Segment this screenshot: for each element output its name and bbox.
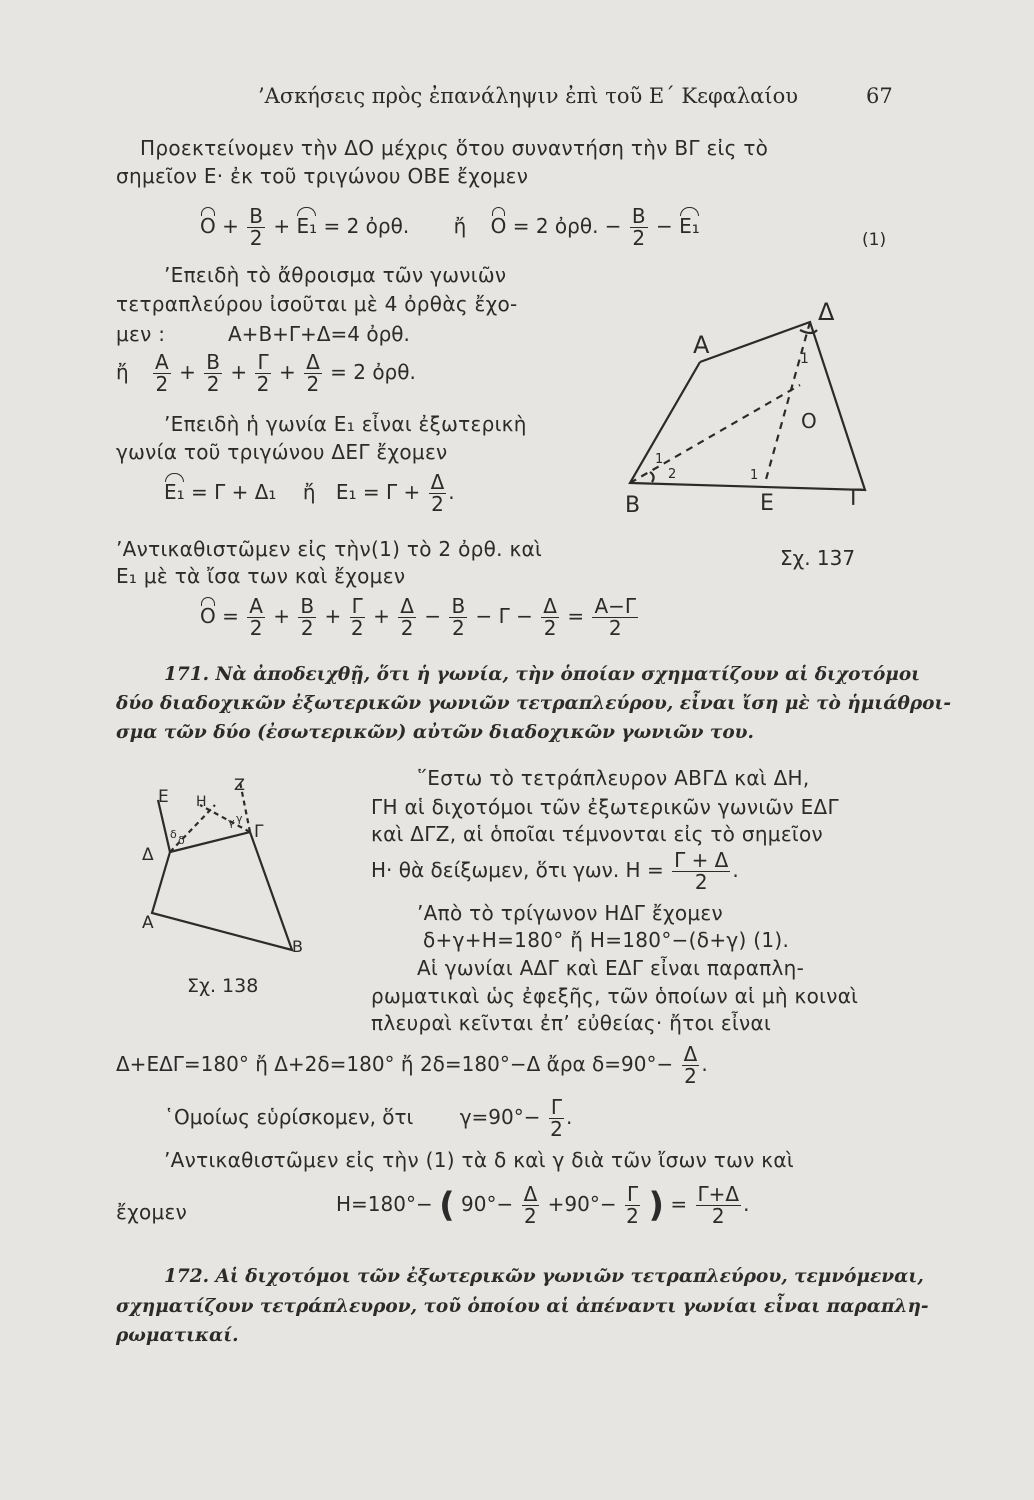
label-2-b: 2 (668, 467, 677, 482)
fraction (304, 352, 322, 395)
fraction (350, 596, 365, 639)
section2-p2: ΓΗ αἱ διχοτόμοι τῶν ἐξωτερικῶν γωνιῶν ΕΔΓ (371, 795, 839, 819)
fraction (522, 1184, 540, 1227)
label-gamma-1: γ (228, 816, 235, 829)
numerator: Δ (543, 594, 557, 618)
section2-p3: καὶ ΔΓΖ, αἱ ὁποῖαι τέμνονται εἰς τὸ σημεῖον (371, 822, 824, 846)
figure-137 (600, 290, 900, 570)
denominator: 2 (155, 372, 169, 396)
fraction (592, 596, 638, 639)
angle-e1: Ε₁ (296, 214, 318, 238)
intro-line-1: Προεκτείνομεν τὴν ΔΟ μέχρις ὅτου συναντήση τὴν ΒΓ εἰς τὸ (140, 136, 769, 160)
problem-171-line-1: 171. Νὰ ἀποδειχθῇ, ὅτι ἡ γωνία, τὴν ὁποίαν σχηματίζουν αἱ διχοτόμοι (164, 664, 921, 685)
section2-p6: δ+γ+Η=180° ἤ Η=180°−(δ+γ) (1). (423, 928, 790, 952)
period: . (732, 858, 739, 882)
label-delta-1: δ (170, 828, 177, 841)
numerator: Γ (626, 1182, 639, 1206)
equation-text: Δ+ΕΔΓ=180° ἤ Δ+2δ=180° ἤ 2δ=180°−Δ ἄρα δ=90°− (116, 1052, 674, 1076)
equation-exterior (164, 472, 455, 515)
section2-p1: ῞Εστω τὸ τετράπλευρον ΑΒΓΔ καὶ ΔΗ, (417, 766, 810, 790)
denominator: 2 (608, 616, 622, 640)
numerator: Δ (400, 594, 414, 618)
denominator: 2 (249, 616, 263, 640)
equation-h-final (336, 1184, 749, 1227)
right-paren: ) (648, 1185, 665, 1226)
figure-138-caption: Σχ. 138 (187, 975, 259, 997)
text-c2: Ε₁ μὲ τὰ ἴσα των καὶ ἔχομεν (116, 564, 406, 588)
text-b2: γωνία τοῦ τριγώνου ΔΕΓ ἔχομεν (116, 440, 448, 464)
label-1-b: 1 (655, 452, 664, 467)
numerator: Γ+Δ (697, 1182, 740, 1206)
label-1-e: 1 (750, 468, 759, 483)
equation-delta (116, 1044, 708, 1087)
equation-gamma: γ=90°− (459, 1105, 541, 1129)
label-B: B (292, 937, 303, 956)
plus-sign: + (273, 604, 291, 628)
label-O: O (801, 409, 817, 433)
equation-rhs: = 2 ὀρθ. − (512, 214, 622, 238)
fraction (153, 352, 171, 395)
numerator: Γ (550, 1095, 563, 1119)
denominator: 2 (451, 616, 465, 640)
angle-e1: Ε₁ (164, 480, 185, 504)
period: . (701, 1052, 708, 1076)
text-a1: ’Επειδὴ τὸ ἄθροισμα τῶν γωνιῶν (164, 263, 507, 287)
angle-e1: Ε₁ (679, 214, 700, 238)
label-Delta: Δ (142, 845, 154, 865)
equation-half-sum (116, 352, 416, 395)
denominator: 2 (249, 226, 263, 250)
equation-final (200, 596, 640, 639)
quadrilateral-outline (630, 322, 865, 490)
equation-1 (200, 206, 700, 249)
fraction-b-half (247, 206, 265, 249)
equation-rhs: = 2 ὀρθ. (323, 214, 410, 238)
fraction (541, 596, 559, 639)
fraction-b-half (630, 206, 648, 249)
numerator: Δ (430, 470, 445, 494)
label-H: H (196, 794, 207, 810)
numerator: Δ (683, 1042, 698, 1066)
arc-b (650, 472, 654, 482)
period: . (566, 1105, 573, 1129)
numerator: Δ (306, 350, 320, 374)
fraction (429, 472, 447, 515)
numerator: Δ (523, 1182, 538, 1206)
plus-sign: + (373, 604, 390, 628)
label-gamma-2: γ (236, 812, 243, 825)
section2-p7: Αἱ γωνίαι ΑΔΓ καὶ ΕΔΓ εἶναι παραπλη- (417, 956, 805, 980)
equation-label: (1) (862, 230, 887, 250)
denominator: 2 (350, 616, 364, 640)
bisector-delta (170, 805, 215, 852)
minus-sign: − (424, 604, 442, 628)
fraction (298, 596, 316, 639)
echomen-word: ἔχομεν (116, 1200, 188, 1224)
label-Gamma: Γ (254, 822, 264, 842)
equation-text: Η=180°− (336, 1192, 433, 1216)
angle-o: O (490, 214, 507, 238)
angle-o: O (200, 214, 216, 238)
fraction (682, 1044, 700, 1087)
equals-sign: = (567, 604, 585, 628)
minus-gamma: − Γ − (475, 604, 533, 628)
period: . (743, 1192, 750, 1216)
fraction (247, 596, 265, 639)
section2-p4 (371, 850, 739, 893)
denominator: 2 (550, 1117, 563, 1141)
numerator: B (249, 204, 263, 228)
plus-sign: + (222, 214, 239, 238)
numerator: Α (155, 350, 169, 374)
denominator: 2 (206, 372, 220, 396)
label-E: E (760, 491, 774, 516)
equation-mid: = Γ + Δ₁ (191, 480, 277, 504)
section2-p5: ’Απὸ τὸ τρίγωνον ΗΔΓ ἔχομεν (417, 901, 723, 925)
substitute-line: ’Αντικαθιστῶμεν εἰς τὴν (1) τὰ δ καὶ γ διὰ τῶν ἴσων των καὶ (164, 1148, 794, 1172)
intro-line-2: σημεῖον Ε· ἐκ τοῦ τριγώνου ΟΒΕ ἔχομεν (116, 164, 529, 188)
label-delta-2: δ (178, 834, 185, 847)
problem-172-line-1: 172. Αἱ διχοτόμοι τῶν ἐξωτερικῶν γωνιῶν τετραπλεύρου, τεμνόμεναι, (164, 1266, 924, 1287)
or-word: ἤ (116, 360, 129, 384)
text-b1: ’Επειδὴ ἡ γωνία Ε₁ εἶναι ἐξωτερικὴ (164, 412, 527, 436)
denominator: 2 (694, 870, 708, 894)
denominator: 2 (632, 226, 646, 250)
fraction (449, 596, 467, 639)
equation-sum: Α+Β+Γ+Δ=4 ὀρθ. (228, 322, 410, 346)
figure-137-caption: Σχ. 137 (780, 546, 856, 570)
problem-171-line-2: δύο διαδοχικῶν ἐξωτερικῶν γωνιῶν τετραπλεύρου, εἶναι ἴση μὲ τὸ ἡμιάθροι- (116, 693, 952, 714)
plus-sign: + (324, 604, 342, 628)
bisector-b (630, 385, 800, 483)
plus-sign: + (278, 360, 296, 384)
arc-delta (800, 330, 817, 333)
denominator: 2 (306, 372, 320, 396)
denominator: 2 (626, 1204, 639, 1228)
page-number: 67 (866, 84, 893, 108)
equation-text: +90°− (547, 1192, 617, 1216)
denominator: 2 (300, 616, 314, 640)
problem-172-line-3: ρωματικαί. (116, 1325, 239, 1346)
extension-e (158, 800, 170, 852)
numerator: Β (300, 594, 315, 618)
plus-sign: + (273, 214, 291, 238)
equals-sign: = (670, 1192, 688, 1216)
label-1-delta: 1 (800, 351, 809, 367)
equation-text: 90°− (461, 1192, 514, 1216)
fraction (398, 596, 416, 639)
running-header: ’Ασκήσεις πρὸς ἐπανάληψιν ἐπὶ τοῦ Ε΄ Κεφαλαίου (258, 84, 799, 108)
plus-sign: + (179, 360, 196, 384)
denominator: 2 (400, 616, 414, 640)
denominator: 2 (524, 1204, 537, 1228)
text-a3: μεν : (116, 322, 166, 346)
label-A: A (693, 331, 710, 359)
label-B: B (625, 493, 641, 518)
problem-171-line-3: σμα τῶν δύο (ἐσωτερικῶν) αὐτῶν διαδοχικῶν γωνιῶν του. (116, 722, 754, 743)
numerator: Γ + Δ (674, 848, 729, 872)
or-word: ἤ (302, 480, 316, 504)
line-delta-e (765, 322, 810, 483)
label-E: E (158, 787, 169, 807)
denominator: 2 (543, 616, 557, 640)
period: . (448, 480, 455, 504)
left-paren: ( (439, 1185, 455, 1226)
label-Gamma: Γ (850, 486, 863, 511)
label-A: A (142, 913, 154, 933)
numerator: Β (206, 350, 220, 374)
fraction (672, 850, 730, 893)
equation-rhs: = 2 ὀρθ. (330, 360, 416, 384)
fraction (696, 1184, 742, 1227)
problem-172-line-2: σχηματίζουν τετράπλευρον, τοῦ ὁποίου αἱ ἀπέναντι γωνίαι εἶναι παραπλη- (116, 1296, 929, 1317)
numerator: Β (451, 594, 466, 618)
denominator: 2 (431, 492, 444, 516)
fraction (549, 1097, 564, 1140)
fraction (204, 352, 222, 395)
section2-p9: πλευραὶ κεῖνται ἐπ’ εὐθείας· ἤτοι εἶναι (371, 1011, 772, 1035)
similar-line (164, 1097, 572, 1140)
minus-sign: − (656, 214, 673, 238)
denominator: 2 (684, 1064, 697, 1088)
plus-sign: + (230, 360, 248, 384)
denominator: 2 (711, 1204, 725, 1228)
or-word: ἤ (453, 214, 467, 238)
equals-sign: = (222, 604, 239, 628)
numerator: Γ (351, 594, 363, 618)
angle-o: O (200, 604, 216, 628)
text-a2: τετραπλεύρου ἰσοῦται μὲ 4 ὀρθὰς ἔχο- (116, 292, 518, 316)
figure-138 (130, 760, 330, 1000)
fraction (625, 1184, 640, 1227)
numerator: B (631, 204, 646, 228)
denominator: 2 (256, 372, 270, 396)
fraction (255, 352, 270, 395)
numerator: Α−Γ (594, 594, 637, 618)
text-part: Η· θὰ δείξωμεν, ὅτι γων. Η = (371, 858, 664, 882)
equation-rhs: Ε₁ = Γ + (335, 480, 421, 504)
text-part: ῾Ομοίως εὑρίσκομεν, ὅτι (164, 1105, 414, 1129)
label-Z: Z (234, 775, 245, 794)
numerator: Γ (257, 350, 269, 374)
label-Delta: Δ (818, 298, 835, 326)
numerator: Α (249, 594, 263, 618)
section2-p8: ρωματικαὶ ὡς ἐφεξῆς, τῶν ὁποίων αἱ μὴ κοιναὶ (371, 984, 859, 1008)
text-c1: ’Αντικαθιστῶμεν εἰς τὴν(1) τὸ 2 ὀρθ. καὶ (116, 537, 543, 561)
